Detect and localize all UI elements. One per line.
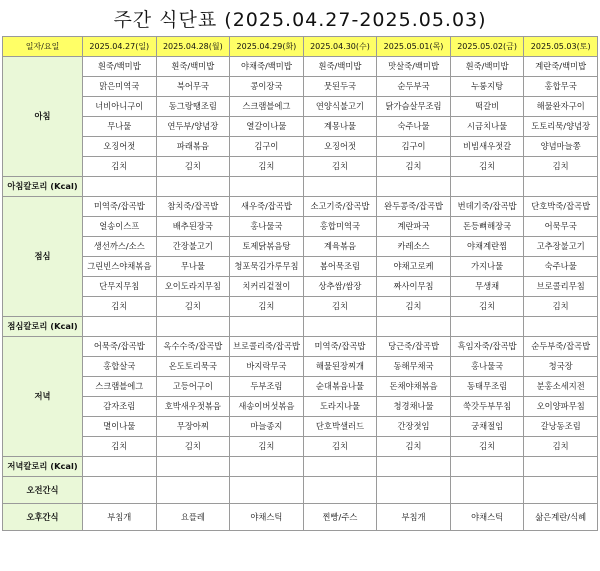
menu-cell: 무나물 — [83, 117, 157, 137]
menu-cell: 떡갈비 — [450, 97, 524, 117]
menu-cell: 숙주나물 — [524, 257, 598, 277]
menu-cell: 고추장불고기 — [524, 237, 598, 257]
menu-cell: 흰죽/백미밥 — [450, 57, 524, 77]
day-header: 2025.04.28(월) — [156, 37, 230, 57]
menu-cell: 궁채절임 — [450, 417, 524, 437]
menu-cell: 맛살죽/백미밥 — [377, 57, 451, 77]
menu-cell: 비빔새우젓갈 — [450, 137, 524, 157]
menu-cell: 완두콩죽/잡곡밥 — [377, 197, 451, 217]
calorie-cell — [450, 177, 524, 197]
lunch-row — [3, 257, 598, 277]
menu-cell: 홍합미역국 — [303, 217, 377, 237]
day-header: 2025.05.01(목) — [377, 37, 451, 57]
menu-cell: 무생채 — [450, 277, 524, 297]
calorie-cell — [230, 317, 304, 337]
day-header: 2025.04.29(화) — [230, 37, 304, 57]
header-row — [3, 37, 598, 57]
menu-cell: 야채계란찜 — [450, 237, 524, 257]
menu-cell: 소고기죽/잡곡밥 — [303, 197, 377, 217]
calorie-cell — [524, 317, 598, 337]
snack-cell: 야채스틱 — [450, 504, 524, 531]
dinner-row — [3, 377, 598, 397]
dinner-label: 저녁 — [3, 337, 83, 457]
lunch-row — [3, 277, 598, 297]
menu-cell: 콩이장국 — [230, 77, 304, 97]
menu-cell: 김치 — [156, 437, 230, 457]
menu-cell: 김치 — [450, 437, 524, 457]
calorie-cell — [377, 457, 451, 477]
morning-snack-row — [3, 477, 598, 504]
snack-cell: 삶은계란/식혜 — [524, 504, 598, 531]
lunch-row — [3, 197, 598, 217]
menu-cell: 순두부국 — [377, 77, 451, 97]
menu-cell: 얼송이스프 — [83, 217, 157, 237]
calorie-cell — [230, 177, 304, 197]
menu-cell: 새우죽/잡곡밥 — [230, 197, 304, 217]
breakfast-row — [3, 97, 598, 117]
menu-cell: 계육볶음 — [303, 237, 377, 257]
breakfast-row — [3, 117, 598, 137]
menu-cell: 숙주나물 — [377, 117, 451, 137]
menu-cell: 토제닭볶음탕 — [230, 237, 304, 257]
calorie-cell — [156, 317, 230, 337]
meal-table — [2, 36, 598, 531]
menu-cell: 오징어젓 — [83, 137, 157, 157]
menu-cell: 누룽지탕 — [450, 77, 524, 97]
dinner-row — [3, 397, 598, 417]
menu-cell: 해물완자구이 — [524, 97, 598, 117]
menu-cell: 시금치나물 — [450, 117, 524, 137]
calorie-cell — [156, 177, 230, 197]
menu-cell: 쑥갓두부무침 — [450, 397, 524, 417]
menu-cell: 미역죽/잡곡밥 — [83, 197, 157, 217]
menu-cell: 김구이 — [377, 137, 451, 157]
menu-cell: 김치 — [303, 297, 377, 317]
dinner-row — [3, 357, 598, 377]
menu-cell: 어묵죽/잡곡밥 — [83, 337, 157, 357]
menu-cell: 홍합살국 — [83, 357, 157, 377]
menu-cell: 갈낭동조림 — [524, 417, 598, 437]
day-header: 2025.05.02(금) — [450, 37, 524, 57]
menu-cell: 청포묵김가루무침 — [230, 257, 304, 277]
menu-cell: 김치 — [524, 297, 598, 317]
dinner-calorie-label: 저녁칼로리 (Kcal) — [3, 457, 83, 477]
corner-header: 일자/요일 — [3, 37, 83, 57]
breakfast-row — [3, 137, 598, 157]
menu-cell: 해물된장찌개 — [303, 357, 377, 377]
menu-cell: 청경채나물 — [377, 397, 451, 417]
snack-cell: 부침개 — [83, 504, 157, 531]
lunch-row — [3, 237, 598, 257]
menu-cell: 홍나물국 — [450, 357, 524, 377]
menu-cell: 마늘종지 — [230, 417, 304, 437]
calorie-cell — [303, 317, 377, 337]
menu-cell: 단호박죽/잡곡밥 — [524, 197, 598, 217]
calorie-cell — [377, 317, 451, 337]
dinner-calorie-row — [3, 457, 598, 477]
menu-cell: 홍나물국 — [230, 217, 304, 237]
calorie-cell — [524, 177, 598, 197]
menu-cell: 순두부죽/잡곡밥 — [524, 337, 598, 357]
day-header: 2025.04.27(일) — [83, 37, 157, 57]
snack-cell — [230, 477, 304, 504]
menu-cell: 오이도라지무침 — [156, 277, 230, 297]
lunch-row — [3, 217, 598, 237]
snack-cell: 찐빵/주스 — [303, 504, 377, 531]
menu-cell: 무나물 — [156, 257, 230, 277]
menu-cell: 계몽나물 — [303, 117, 377, 137]
dinner-row — [3, 337, 598, 357]
menu-cell: 간장불고기 — [156, 237, 230, 257]
menu-cell: 야채고로케 — [377, 257, 451, 277]
menu-cell: 김치 — [83, 157, 157, 177]
menu-cell: 생선까스/소스 — [83, 237, 157, 257]
afternoon-snack-label: 오후간식 — [3, 504, 83, 531]
menu-cell: 흑임자죽/잡곡밥 — [450, 337, 524, 357]
menu-cell: 계란파국 — [377, 217, 451, 237]
menu-cell: 상추쌈/쌈장 — [303, 277, 377, 297]
menu-cell: 단무지무침 — [83, 277, 157, 297]
day-header: 2025.04.30(수) — [303, 37, 377, 57]
menu-cell: 김치 — [83, 437, 157, 457]
menu-cell: 도라지나물 — [303, 397, 377, 417]
menu-cell: 김치 — [230, 297, 304, 317]
menu-cell: 김치 — [377, 297, 451, 317]
menu-cell: 김치 — [230, 437, 304, 457]
page-title: 주간 식단표 (2025.04.27-2025.05.03) — [113, 8, 487, 31]
menu-cell: 브로콜리죽/잡곡밥 — [230, 337, 304, 357]
snack-cell: 부침개 — [377, 504, 451, 531]
menu-cell: 새송이버섯볶음 — [230, 397, 304, 417]
calorie-cell — [156, 457, 230, 477]
menu-cell: 짜사이무침 — [377, 277, 451, 297]
menu-cell: 김치 — [377, 157, 451, 177]
breakfast-row — [3, 157, 598, 177]
menu-cell: 닭가슴살무조림 — [377, 97, 451, 117]
menu-cell: 김치 — [303, 437, 377, 457]
afternoon-snack-row — [3, 504, 598, 531]
menu-cell: 스크램블에그 — [83, 377, 157, 397]
menu-cell: 북어무국 — [156, 77, 230, 97]
menu-cell: 열갈이나물 — [230, 117, 304, 137]
morning-snack-label: 오전간식 — [3, 477, 83, 504]
menu-cell: 돈등뼈해장국 — [450, 217, 524, 237]
menu-cell: 연두부/양념장 — [156, 117, 230, 137]
snack-cell — [450, 477, 524, 504]
calorie-cell — [303, 457, 377, 477]
menu-cell: 단호박샐러드 — [303, 417, 377, 437]
menu-cell: 동해무채국 — [377, 357, 451, 377]
day-header: 2025.05.03(토) — [524, 37, 598, 57]
menu-cell: 연양식불고기 — [303, 97, 377, 117]
snack-cell — [377, 477, 451, 504]
menu-cell: 고등어구이 — [156, 377, 230, 397]
menu-cell: 오이양파무침 — [524, 397, 598, 417]
menu-cell: 그린빈스야채볶음 — [83, 257, 157, 277]
calorie-cell — [83, 457, 157, 477]
menu-cell: 바지락무국 — [230, 357, 304, 377]
menu-cell: 온도토리묵국 — [156, 357, 230, 377]
menu-cell: 참치죽/잡곡밥 — [156, 197, 230, 217]
menu-cell: 맑은미역국 — [83, 77, 157, 97]
snack-cell — [524, 477, 598, 504]
menu-cell: 호박새우젓볶음 — [156, 397, 230, 417]
breakfast-calorie-label: 아침칼로리 (Kcal) — [3, 177, 83, 197]
calorie-cell — [230, 457, 304, 477]
menu-cell: 흰죽/백미밥 — [83, 57, 157, 77]
menu-cell: 배추된장국 — [156, 217, 230, 237]
menu-cell: 흰죽/백미밥 — [303, 57, 377, 77]
breakfast-row — [3, 77, 598, 97]
calorie-cell — [303, 177, 377, 197]
menu-cell: 김치 — [83, 297, 157, 317]
menu-cell: 김치 — [524, 437, 598, 457]
menu-cell: 동태무조림 — [450, 377, 524, 397]
menu-cell: 어묵무국 — [524, 217, 598, 237]
menu-cell: 당근죽/잡곡밥 — [377, 337, 451, 357]
menu-cell: 청국장 — [524, 357, 598, 377]
menu-cell: 두부조림 — [230, 377, 304, 397]
menu-cell: 봄어묵조림 — [303, 257, 377, 277]
menu-cell: 김치 — [230, 157, 304, 177]
calorie-cell — [377, 177, 451, 197]
breakfast-row — [3, 57, 598, 77]
menu-cell: 흰죽/백미밥 — [156, 57, 230, 77]
menu-cell: 파래볶음 — [156, 137, 230, 157]
snack-cell — [156, 477, 230, 504]
dinner-row — [3, 417, 598, 437]
calorie-cell — [83, 177, 157, 197]
menu-cell: 김치 — [303, 157, 377, 177]
menu-cell: 무장아찌 — [156, 417, 230, 437]
menu-cell: 순대볶음나물 — [303, 377, 377, 397]
menu-cell: 김치 — [156, 157, 230, 177]
menu-cell: 카레소스 — [377, 237, 451, 257]
menu-cell: 계란죽/백미밥 — [524, 57, 598, 77]
calorie-cell — [524, 457, 598, 477]
snack-cell: 요플레 — [156, 504, 230, 531]
calorie-cell — [450, 457, 524, 477]
menu-cell: 김치 — [377, 437, 451, 457]
calorie-cell — [450, 317, 524, 337]
menu-cell: 김치 — [524, 157, 598, 177]
menu-cell: 야채죽/백미밥 — [230, 57, 304, 77]
snack-cell: 야채스틱 — [230, 504, 304, 531]
menu-cell: 돈채야채볶음 — [377, 377, 451, 397]
menu-cell: 감자조림 — [83, 397, 157, 417]
lunch-calorie-label: 점심칼로리 (Kcal) — [3, 317, 83, 337]
menu-cell: 너비아니구이 — [83, 97, 157, 117]
lunch-label: 점심 — [3, 197, 83, 317]
menu-cell: 옥수수죽/잡곡밥 — [156, 337, 230, 357]
menu-cell: 김구이 — [230, 137, 304, 157]
menu-cell: 오징어젓 — [303, 137, 377, 157]
breakfast-label: 아침 — [3, 57, 83, 177]
menu-cell: 분홍소세지전 — [524, 377, 598, 397]
lunch-calorie-row — [3, 317, 598, 337]
menu-cell: 치커리겉절이 — [230, 277, 304, 297]
menu-cell: 양념마늘쫑 — [524, 137, 598, 157]
breakfast-calorie-row — [3, 177, 598, 197]
menu-cell: 가지나물 — [450, 257, 524, 277]
menu-cell: 멸이나물 — [83, 417, 157, 437]
menu-cell: 번데기죽/잡곡밥 — [450, 197, 524, 217]
menu-cell: 스크램블에그 — [230, 97, 304, 117]
menu-cell: 간장젓임 — [377, 417, 451, 437]
menu-cell: 김치 — [450, 157, 524, 177]
dinner-row — [3, 437, 598, 457]
menu-cell: 홍합무국 — [524, 77, 598, 97]
menu-cell: 미역죽/잡곡밥 — [303, 337, 377, 357]
lunch-row — [3, 297, 598, 317]
menu-cell: 도토리묵/양념장 — [524, 117, 598, 137]
snack-cell — [83, 477, 157, 504]
snack-cell — [303, 477, 377, 504]
menu-cell: 김치 — [450, 297, 524, 317]
menu-cell: 뭇된두국 — [303, 77, 377, 97]
menu-cell: 동그랑땡조림 — [156, 97, 230, 117]
menu-cell: 브로콜리무침 — [524, 277, 598, 297]
menu-cell: 김치 — [156, 297, 230, 317]
calorie-cell — [83, 317, 157, 337]
